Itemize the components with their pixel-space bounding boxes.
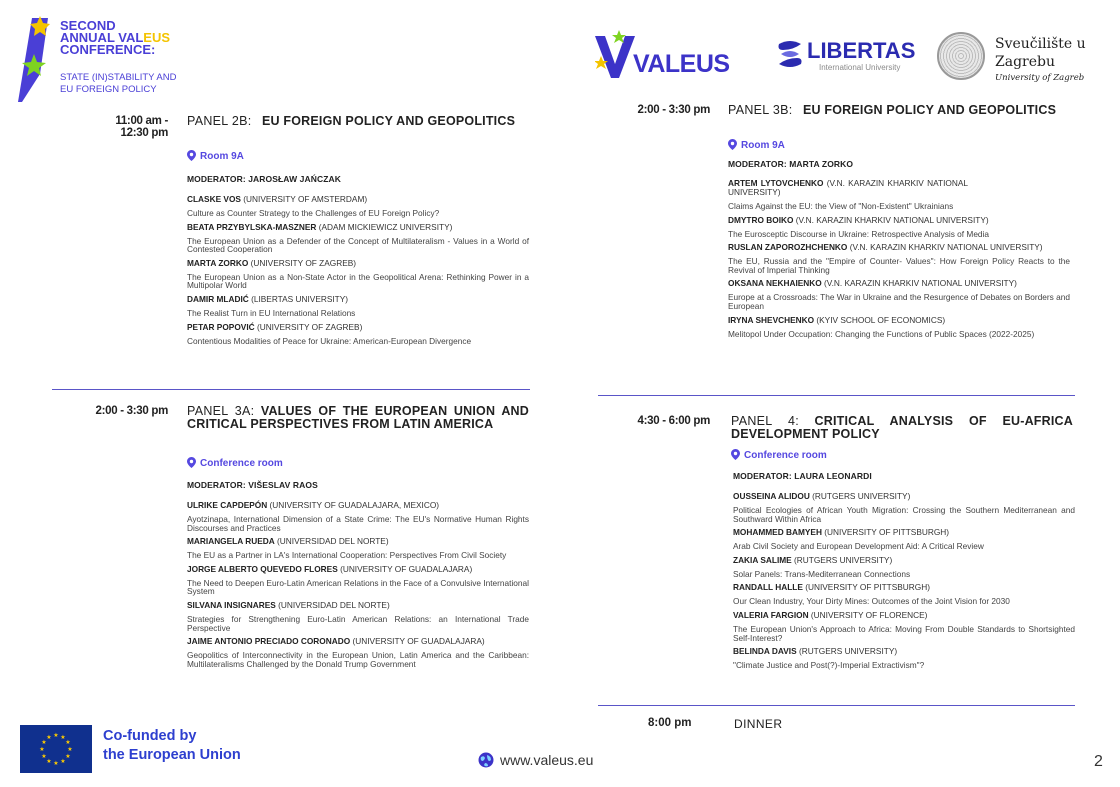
panel-title-text: CRITICAL ANALYSIS OF EU-AFRICA DEVELOPMENT POLICY	[731, 414, 1073, 441]
talk-title: Solar Panels: Trans-Mediterranean Connections	[733, 568, 911, 579]
talk-title: The EU as a Partner in LA's International Cooperation: Perspectives From Civil Society	[187, 550, 507, 561]
svg-text:★: ★	[65, 753, 71, 760]
partner-logos	[595, 26, 1105, 88]
speaker-name-text: SILVANA INSIGNARES	[187, 599, 276, 610]
speaker-affiliation: (UNIVERSIDAD DEL NORTE)	[278, 599, 390, 610]
panel-moderator: MODERATOR: VIŠESLAV RAOS	[187, 480, 318, 490]
zagreb-line: Sveučilište u	[995, 36, 1086, 52]
list-item	[733, 611, 1075, 642]
list-item	[728, 216, 1070, 239]
panel-prefix: PANEL 3A:	[187, 404, 255, 418]
section-divider	[52, 389, 530, 390]
speaker-name-text: DMYTRO BOIKO	[728, 214, 794, 225]
svg-text:★: ★	[65, 739, 71, 746]
room-label: Conference room	[744, 450, 827, 461]
location-pin-icon	[187, 150, 196, 161]
panel-room	[187, 150, 244, 162]
speaker-name-text: MARTA ZORKO	[187, 257, 249, 268]
list-item	[728, 179, 1070, 211]
dinner-time: 8:00 pm	[648, 717, 692, 729]
valeus-wordmark	[633, 50, 730, 79]
speaker-name	[187, 323, 529, 332]
speaker-name	[728, 243, 1070, 252]
talk-title: The Eurosceptic Discourse in Ukraine: Retrospective Analysis of Media	[728, 228, 990, 239]
svg-text:★: ★	[67, 746, 73, 753]
speaker-affiliation: (UNIVERSITY OF GUADALAJARA, MEXICO)	[269, 500, 440, 510]
co-funded-label	[103, 727, 241, 765]
speaker-name	[733, 556, 1075, 565]
speaker-name	[187, 565, 529, 574]
eu-stars-icon	[20, 725, 92, 773]
speaker-name	[733, 528, 1075, 537]
co-funded-line: the European Union	[103, 747, 241, 763]
speaker-name-text: ULRIKE CAPDEPÓN	[187, 500, 268, 510]
svg-text:★: ★	[41, 753, 47, 760]
panel-room	[731, 449, 827, 461]
valeus-star-mark-icon	[18, 14, 62, 102]
speaker-name-text: OKSANA NEKHAIENKO	[728, 278, 822, 289]
valeus-v-icon	[595, 30, 635, 80]
valeus-word-b: EUS	[679, 50, 730, 78]
list-item	[187, 223, 529, 254]
panel-title-text: VALUES OF THE EUROPEAN UNION AND CRITICAL PERSPECTIVES FROM LATIN AMERICA	[187, 404, 529, 431]
svg-text:★: ★	[60, 758, 66, 765]
speaker-name-text: DAMIR MLADIĆ	[187, 293, 249, 304]
website-link[interactable]	[478, 752, 593, 768]
speaker-name	[728, 316, 1070, 325]
speaker-name	[733, 611, 1075, 620]
panel-title-text: EU FOREIGN POLICY AND GEOPOLITICS	[802, 103, 1057, 117]
list-item	[733, 583, 1075, 606]
speaker-affiliation: (V.N. KARAZIN KHARKIV NATIONAL UNIVERSITY)	[849, 242, 1043, 253]
speaker-affiliation: (UNIVERSITY OF ZAGREB)	[250, 257, 357, 268]
svg-text:★: ★	[46, 734, 52, 741]
conference-title-line: SECOND	[60, 18, 116, 33]
speaker-name-text: BEATA PRZYBYLSKA-MASZNER	[187, 221, 317, 232]
speaker-name	[187, 601, 529, 610]
list-item	[187, 195, 529, 218]
speaker-affiliation: (UNIVERSITY OF AMSTERDAM)	[243, 194, 368, 204]
talk-title: The European Union's Approach to Africa: Moving From Double Standards to Shortsighted Self-Interest?	[733, 623, 1075, 643]
zagreb-line: Zagrebu	[995, 54, 1055, 70]
panel-time: 2:00 - 3:30 pm	[637, 104, 710, 116]
speaker-name-text: MARIANGELA RUEDA	[187, 536, 275, 547]
libertas-emblem-icon	[775, 38, 805, 70]
talk-title: The European Union as a Defender of the Concept of Multilateralism - Values in a World of Contested Cooperation	[187, 235, 529, 255]
speaker-affiliation: (UNIVERSITY OF GUADALAJARA)	[352, 636, 485, 647]
panel-title	[187, 405, 529, 431]
speaker-name-text: JORGE ALBERTO QUEVEDO FLORES	[187, 563, 338, 574]
list-item	[187, 537, 529, 560]
speaker-name	[728, 279, 1070, 288]
speaker-name	[187, 537, 529, 546]
speaker-affiliation: (V.N. KARAZIN KHARKIV NATIONAL UNIVERSITY)	[824, 278, 1017, 289]
speaker-name-text: CLASKE VOS	[187, 194, 241, 204]
panel-prefix: PANEL 4:	[731, 414, 799, 428]
speaker-affiliation: (RUTGERS UNIVERSITY)	[798, 646, 898, 657]
talk-title: Geopolitics of Interconnectivity in the European Union, Latin America and the Caribbean: Multilateralisms Challenged by the Donald Trump Government	[187, 650, 529, 669]
speaker-name	[187, 295, 529, 304]
conference-title-part: ANNUAL VAL	[60, 30, 144, 45]
svg-text:★: ★	[39, 746, 45, 753]
speaker-name-text: RANDALL HALLE	[733, 582, 803, 593]
section-divider	[598, 705, 1075, 706]
room-label: Room 9A	[200, 151, 244, 162]
speaker-name-text: IRYNA SHEVCHENKO	[728, 314, 815, 325]
conference-title-line: CONFERENCE:	[60, 42, 156, 57]
conference-title	[60, 20, 170, 56]
website-url[interactable]: www.valeus.eu	[500, 752, 594, 768]
talk-title: The Realist Turn in EU International Relations	[187, 307, 356, 318]
zagreb-logo	[937, 28, 1102, 86]
talk-title: "Climate Justice and Post(?)-Imperial Extractivism"?	[733, 660, 925, 671]
svg-text:★: ★	[46, 758, 52, 765]
speaker-list	[733, 492, 1075, 675]
location-pin-icon	[731, 449, 740, 460]
speaker-affiliation: (KYIV SCHOOL OF ECONOMICS)	[816, 314, 946, 325]
speaker-name-text: RUSLAN ZAPOROZHCHENKO	[728, 242, 848, 253]
list-item	[187, 259, 529, 290]
panel-prefix: PANEL 2B:	[187, 114, 252, 128]
libertas-subtitle: International University	[819, 63, 901, 72]
list-item	[187, 323, 529, 346]
speaker-name-text: BELINDA DAVIS	[733, 646, 797, 657]
list-item	[728, 316, 1070, 339]
list-item	[187, 601, 529, 632]
list-item	[728, 279, 1070, 310]
panel-prefix: PANEL 3B:	[728, 103, 793, 117]
panel-moderator: MODERATOR: JAROSŁAW JAŃCZAK	[187, 174, 341, 184]
speaker-affiliation: (UNIVERSITY OF PITTSBURGH)	[805, 582, 930, 593]
panel-title	[187, 115, 529, 128]
talk-title: The EU, Russia and the "Empire of Counter- Values": How Foreign Policy Reacts to the Revival of Imperial Thinking	[728, 256, 1070, 275]
svg-text:★: ★	[60, 734, 66, 741]
talk-title: The Need to Deepen Euro-Latin American Relations in the Face of a Convulsive International System	[187, 577, 529, 597]
section-divider	[598, 395, 1075, 396]
panel-title	[728, 104, 1070, 117]
panel-time: 11:00 am - 12:30 pm	[115, 115, 168, 139]
speaker-name	[187, 259, 529, 268]
speaker-affiliation: (V.N. KARAZIN KHARKIV NATIONAL UNIVERSITY)	[728, 178, 968, 197]
speaker-list	[728, 179, 1070, 343]
svg-text:★: ★	[41, 739, 47, 746]
panel-room	[728, 139, 785, 151]
speaker-name	[733, 492, 1075, 501]
conference-logo	[18, 14, 218, 104]
panel-title	[731, 415, 1073, 441]
talk-title: Ayotzinapa, International Dimension of a State Crime: The EU's Normative Human Rights Discourses and Practices	[187, 514, 529, 533]
panel-time: 4:30 - 6:00 pm	[637, 415, 710, 427]
speaker-affiliation: (UNIVERSITY OF GUADALAJARA)	[340, 563, 473, 574]
speaker-affiliation: (LIBERTAS UNIVERSITY)	[251, 293, 349, 304]
list-item	[187, 295, 529, 318]
location-pin-icon	[187, 457, 196, 468]
panel-title-text: EU FOREIGN POLICY AND GEOPOLITICS	[261, 114, 516, 128]
speaker-name-text: OUSSEINA ALIDOU	[733, 491, 810, 501]
talk-title: Our Clean Industry, Your Dirty Mines: Outcomes of the Joint Vision for 2030	[733, 596, 1010, 607]
talk-title: Melitopol Under Occupation: Changing the Functions of Public Spaces (2022-2025)	[728, 328, 1035, 339]
location-pin-icon	[728, 139, 737, 150]
list-item	[733, 492, 1075, 523]
talk-title: Claims Against the EU: the View of "Non-Existent" Ukrainians	[728, 201, 954, 211]
speaker-name	[728, 179, 968, 197]
speaker-affiliation: (UNIVERSITY OF PITTSBURGH)	[824, 527, 950, 538]
speaker-name-text: ZAKIA SALIME	[733, 554, 792, 565]
speaker-affiliation: (UNIVERSITY OF FLORENCE)	[810, 609, 928, 620]
list-item	[733, 647, 1075, 670]
list-item	[187, 565, 529, 596]
room-label: Conference room	[200, 458, 283, 469]
svg-text:★: ★	[53, 760, 59, 767]
speaker-name-text: ARTEM LYTOVCHENKO	[728, 178, 824, 188]
speaker-name	[187, 501, 529, 510]
talk-title: Europe at a Crossroads: The War in Ukraine and the Resurgence of Debates on Borders and European	[728, 292, 1070, 311]
page-number: 2	[1094, 753, 1103, 770]
speaker-affiliation: (V.N. KARAZIN KHARKIV NATIONAL UNIVERSITY)	[795, 214, 989, 225]
dinner-label: DINNER	[734, 717, 783, 731]
eu-flag-icon	[20, 725, 92, 773]
talk-title: Contentious Modalities of Peace for Ukraine: American-European Divergence	[187, 335, 472, 346]
speaker-affiliation: (ADAM MICKIEWICZ UNIVERSITY)	[318, 221, 453, 232]
co-funded-line: Co-funded by	[103, 728, 197, 744]
zagreb-seal-icon	[937, 32, 985, 80]
zagreb-english: University of Zagreb	[995, 73, 1085, 83]
talk-title: Strategies for Strengthening Euro-Latin American Relations: an International Trade Perspective	[187, 613, 529, 633]
talk-title: Culture as Counter Strategy to the Challenges of EU Foreign Policy?	[187, 208, 440, 218]
speaker-name	[187, 195, 529, 204]
talk-title: Political Ecologies of African Youth Migration: Crossing the Southern Mediterranean and Southward Within Africa	[733, 505, 1075, 524]
speaker-list	[187, 501, 529, 673]
list-item	[187, 637, 529, 668]
conference-title-eus: EUS	[143, 30, 171, 45]
globe-icon	[478, 752, 494, 768]
speaker-name	[733, 583, 1075, 592]
conference-subtitle	[60, 72, 176, 96]
speaker-name-text: MOHAMMED BAMYEH	[733, 527, 822, 538]
speaker-affiliation: (RUTGERS UNIVERSITY)	[794, 554, 893, 565]
speaker-affiliation: (UNIVERSITY OF ZAGREB)	[256, 321, 363, 332]
speaker-affiliation: (UNIVERSIDAD DEL NORTE)	[277, 536, 389, 547]
list-item	[733, 528, 1075, 551]
valeus-logo	[595, 30, 760, 80]
panel-moderator: MODERATOR: MARTA ZORKO	[728, 159, 854, 169]
speaker-name	[187, 223, 529, 232]
libertas-wordmark: LIBERTAS	[807, 38, 916, 63]
list-item	[187, 501, 529, 532]
talk-title: Arab Civil Society and European Development Aid: A Critical Review	[733, 541, 984, 552]
room-label: Room 9A	[741, 140, 785, 151]
conference-subtitle-line: EU FOREIGN POLICY	[60, 84, 157, 95]
speaker-list	[187, 195, 529, 350]
speaker-name	[733, 647, 1075, 656]
speaker-name	[187, 637, 529, 646]
speaker-name-text: PETAR POPOVIĆ	[187, 321, 255, 332]
svg-text:★: ★	[53, 732, 59, 739]
speaker-name-text: JAIME ANTONIO PRECIADO CORONADO	[187, 636, 351, 647]
valeus-word-a: VAL	[633, 50, 680, 78]
speaker-name-text: VALERIA FARGION	[733, 609, 809, 620]
libertas-logo	[775, 36, 935, 76]
list-item	[728, 243, 1070, 274]
speaker-name	[728, 216, 1070, 225]
conference-subtitle-line: STATE (IN)STABILITY AND	[60, 72, 177, 83]
talk-title: The European Union as a Non-State Actor in the Geopolitical Arena: Rethinking Power in a Multipolar World	[187, 271, 529, 291]
speaker-affiliation: (RUTGERS UNIVERSITY)	[812, 491, 911, 501]
panel-time: 2:00 - 3:30 pm	[95, 405, 168, 417]
panel-moderator: MODERATOR: LAURA LEONARDI	[733, 471, 872, 481]
panel-room	[187, 457, 283, 469]
list-item	[733, 556, 1075, 579]
